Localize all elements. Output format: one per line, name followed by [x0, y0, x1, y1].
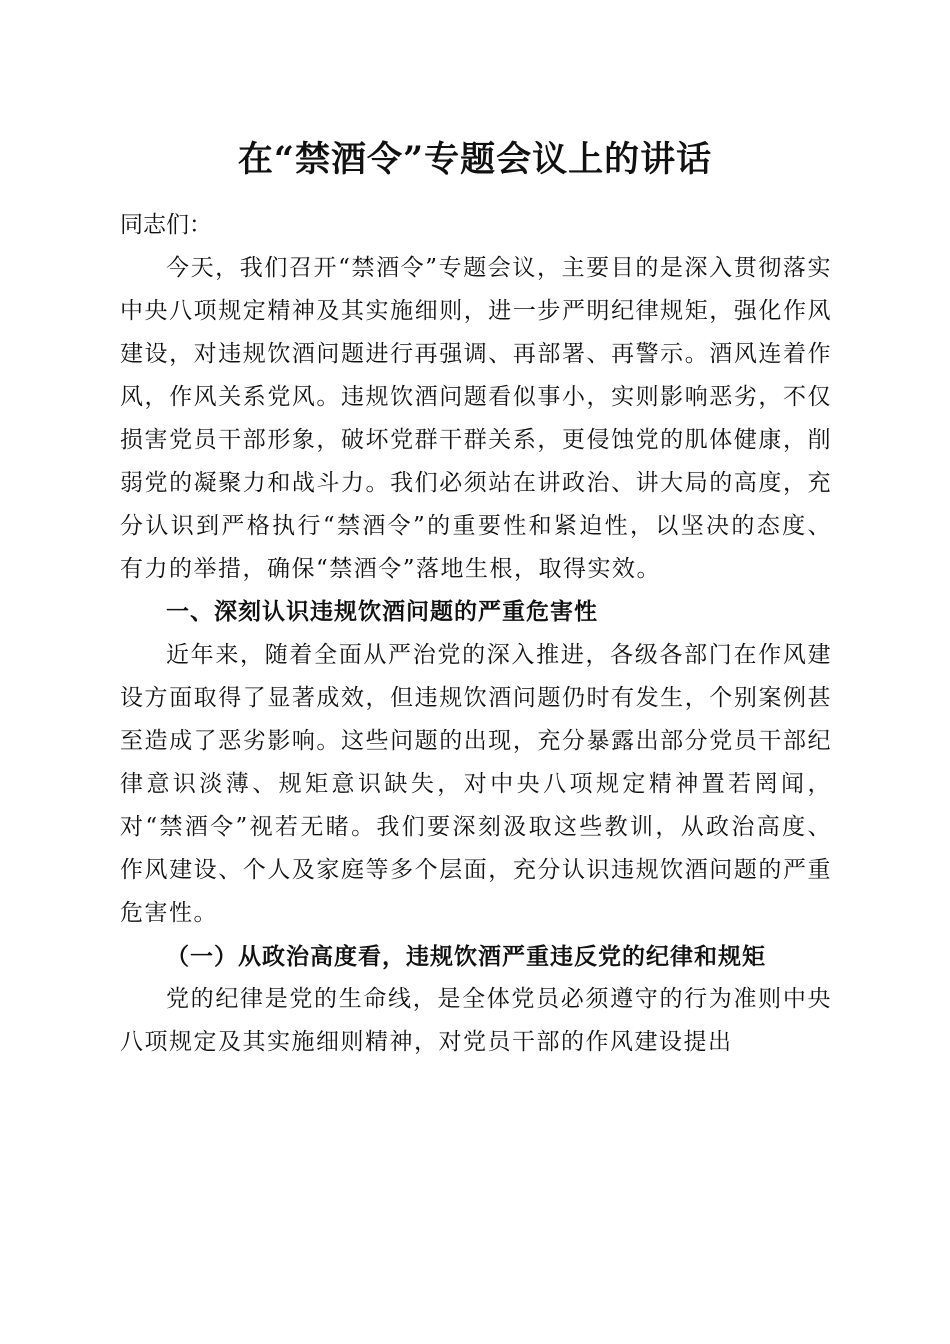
- document-title: 在“禁酒令”专题会议上的讲话: [237, 139, 713, 180]
- section-1-paragraph: 近年来，随着全面从严治党的深入推进，各级各部门在作风建设方面取得了显著成效，但违规饮酒问题仍时有发生，个别案例甚至造成了恶劣影响。这些问题的出现，充分暴露出部分党员干部纪律意识淡薄、规矩意识缺失，对中央八项规定精神置若罔闻，对“禁酒令”视若无睹。我们要深刻汲取这些教训，从政治高度、作风建设、个人及家庭等多个层面，充分认识违规饮酒问题的严重危害性。: [120, 642, 832, 926]
- intro-paragraph: 今天，我们召开“禁酒令”专题会议，主要目的是深入贯彻落实中央八项规定精神及其实施细则，进一步严明纪律规矩，强化作风建设，对违规饮酒问题进行再强调、再部署、再警示。酒风连着作风，作风关系党风。违规饮酒问题看似事小，实则影响恶劣，不仅损害党员干部形象，破坏党群干群关系，更侵蚀党的肌体健康，削弱党的凝聚力和战斗力。我们必须站在讲政治、讲大局的高度，充分认识到严格执行“禁酒令”的重要性和紧迫性，以坚决的态度、有力的举措，确保“禁酒令”落地生根，取得实效。: [120, 255, 832, 582]
- subsection-1-paragraph: 党的纪律是党的生命线，是全体党员必须遵守的行为准则中央八项规定及其实施细则精神，对党员干部的作风建设提出: [120, 986, 832, 1055]
- section-heading-1: 一、深刻认识违规饮酒问题的严重危害性: [166, 599, 598, 625]
- subsection-heading-1: （一）从政治高度看，违规饮酒严重违反党的纪律和规矩: [166, 943, 766, 970]
- document-body: [120, 204, 832, 1064]
- salutation: 同志们：: [120, 212, 212, 238]
